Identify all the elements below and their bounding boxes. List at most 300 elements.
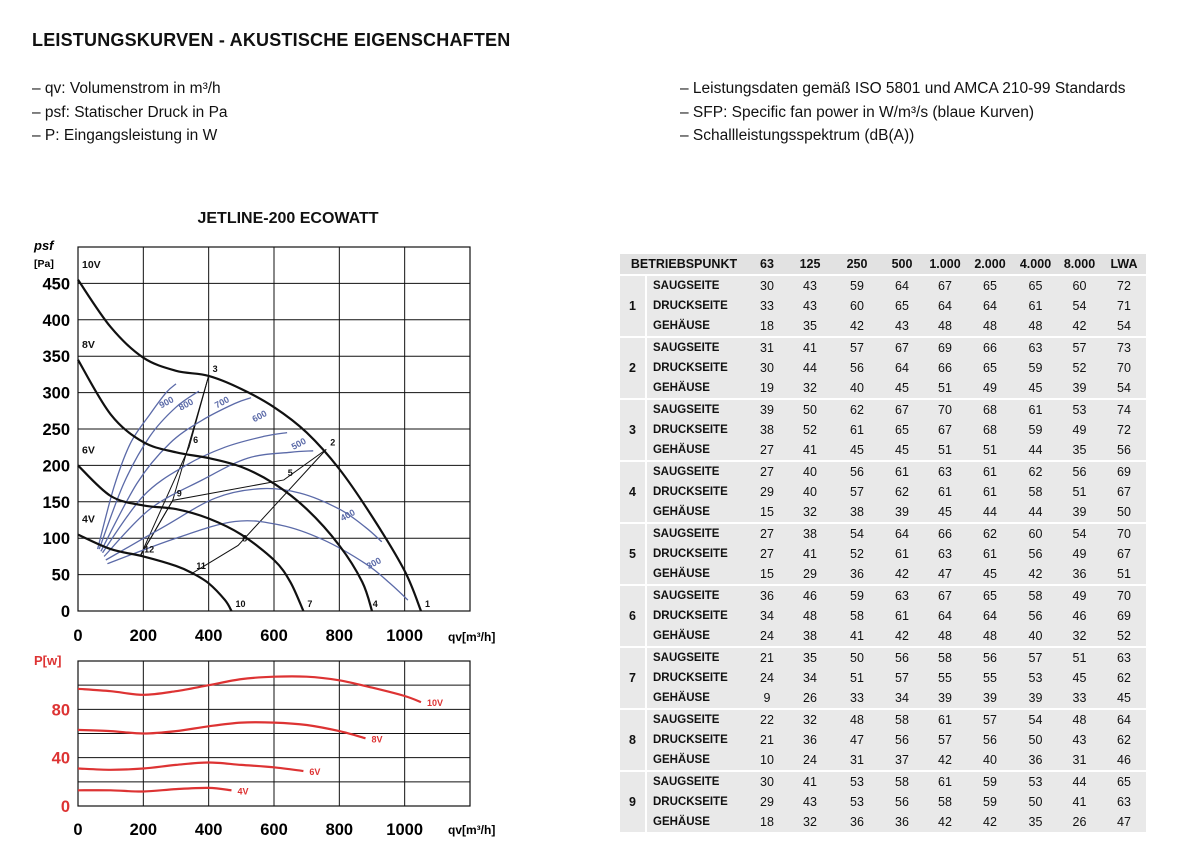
operating-point-6: 6 — [193, 435, 199, 446]
table-row — [620, 482, 1146, 502]
sound-value: 42 — [880, 626, 924, 647]
y-tick-label: 300 — [42, 384, 70, 403]
sound-value: 35 — [786, 647, 834, 668]
sound-value: 45 — [880, 378, 924, 399]
header-band: 4.000 — [1014, 254, 1057, 275]
sound-value: 64 — [880, 358, 924, 378]
sound-value: 63 — [880, 585, 924, 606]
table-row — [620, 730, 1146, 750]
sound-value: 54 — [1102, 316, 1146, 337]
sound-value: 73 — [1102, 337, 1146, 358]
y-tick-label: 0 — [60, 798, 70, 816]
sound-value: 58 — [880, 709, 924, 730]
table-row — [620, 709, 1146, 730]
sound-value: 34 — [880, 688, 924, 709]
sound-value: 32 — [786, 378, 834, 399]
table-row — [620, 750, 1146, 771]
sound-value: 56 — [966, 647, 1014, 668]
sound-value: 58 — [1014, 585, 1057, 606]
sound-value: 41 — [786, 440, 834, 461]
x-tick-label: 0 — [73, 627, 83, 645]
table-row — [620, 378, 1146, 399]
operating-point-3: 3 — [212, 363, 218, 374]
sound-value: 57 — [1057, 337, 1102, 358]
sound-value: 48 — [1014, 316, 1057, 337]
sound-value: 56 — [966, 730, 1014, 750]
sound-value: 60 — [1014, 523, 1057, 544]
sound-value: 51 — [924, 440, 966, 461]
sound-value: 64 — [924, 296, 966, 316]
sound-value: 60 — [1057, 275, 1102, 296]
measurement-side: GEHÄUSE — [646, 812, 748, 832]
sound-value: 51 — [966, 440, 1014, 461]
sound-value: 21 — [748, 730, 786, 750]
sound-value: 69 — [924, 337, 966, 358]
sound-value: 63 — [1102, 647, 1146, 668]
sound-value: 62 — [1102, 668, 1146, 688]
sound-value: 38 — [786, 523, 834, 544]
sound-value: 43 — [1057, 730, 1102, 750]
sound-value: 58 — [834, 606, 880, 626]
sound-value: 52 — [786, 420, 834, 440]
sound-value: 59 — [834, 585, 880, 606]
sound-value: 57 — [924, 730, 966, 750]
sound-value: 61 — [880, 544, 924, 564]
sound-value: 40 — [786, 482, 834, 502]
operating-point-9: 9 — [176, 488, 182, 499]
sfp-label: 700 — [212, 394, 231, 411]
sound-value: 66 — [966, 337, 1014, 358]
measurement-side: SAUGSEITE — [646, 461, 748, 482]
sound-value: 51 — [1102, 564, 1146, 585]
sound-value: 64 — [966, 296, 1014, 316]
table-row — [620, 647, 1146, 668]
header-band: 8.000 — [1057, 254, 1102, 275]
sound-value: 45 — [966, 564, 1014, 585]
measurement-side: DRUCKSEITE — [646, 792, 748, 812]
sound-value: 27 — [748, 544, 786, 564]
sound-value: 43 — [880, 316, 924, 337]
operating-point-12: 12 — [144, 544, 155, 555]
sound-value: 62 — [880, 482, 924, 502]
table-row — [620, 316, 1146, 337]
sound-value: 36 — [786, 730, 834, 750]
operating-point-11: 11 — [196, 561, 206, 572]
sound-value: 45 — [880, 440, 924, 461]
x-tick-label: 0 — [73, 821, 83, 839]
operating-point-2: 2 — [330, 437, 336, 448]
sound-value: 45 — [1014, 378, 1057, 399]
sound-value: 60 — [834, 296, 880, 316]
sound-value: 24 — [748, 626, 786, 647]
y-tick-label: 100 — [42, 530, 70, 549]
sound-value: 65 — [966, 358, 1014, 378]
sound-value: 56 — [1102, 440, 1146, 461]
sound-value: 63 — [924, 461, 966, 482]
sound-value: 32 — [786, 502, 834, 523]
table-row — [620, 771, 1146, 792]
y-tick-label: 0 — [60, 603, 70, 621]
measurement-side: SAUGSEITE — [646, 275, 748, 296]
sound-value: 65 — [966, 275, 1014, 296]
sound-value: 32 — [786, 812, 834, 832]
qv-axis-label-lower: qv[m³/h] — [448, 823, 496, 837]
sound-value: 56 — [834, 461, 880, 482]
x-tick-label: 800 — [325, 627, 354, 645]
sound-value: 39 — [1057, 502, 1102, 523]
sound-value: 55 — [924, 668, 966, 688]
sound-value: 70 — [1102, 523, 1146, 544]
sound-value: 50 — [1102, 502, 1146, 523]
sound-value: 57 — [834, 482, 880, 502]
sound-value: 62 — [1102, 730, 1146, 750]
table-row — [620, 544, 1146, 564]
qv-axis-label-upper: qv[m³/h] — [448, 630, 496, 644]
sound-value: 22 — [748, 709, 786, 730]
sound-value: 51 — [1057, 482, 1102, 502]
sound-value: 34 — [748, 606, 786, 626]
power-curve-6V — [78, 763, 303, 772]
sound-value: 36 — [834, 564, 880, 585]
operating-point-7: 7 — [307, 599, 313, 609]
sound-value: 26 — [786, 688, 834, 709]
sound-value: 51 — [834, 668, 880, 688]
sound-value: 67 — [924, 585, 966, 606]
sound-value: 29 — [748, 482, 786, 502]
sound-value: 53 — [1014, 771, 1057, 792]
table-row — [620, 420, 1146, 440]
sound-value: 61 — [966, 461, 1014, 482]
sound-value: 65 — [880, 296, 924, 316]
sound-value: 27 — [748, 461, 786, 482]
sound-value: 31 — [834, 750, 880, 771]
sound-value: 19 — [748, 378, 786, 399]
pressure-unit-label: [Pa] — [34, 258, 54, 270]
sound-value: 68 — [966, 399, 1014, 420]
operating-point-5: 5 — [287, 467, 293, 478]
measurement-side: GEHÄUSE — [646, 440, 748, 461]
sound-value: 50 — [834, 647, 880, 668]
header-band: 250 — [834, 254, 880, 275]
sound-value: 35 — [786, 316, 834, 337]
x-tick-label: 800 — [325, 821, 354, 839]
x-tick-label: 1000 — [386, 627, 424, 645]
sound-value: 44 — [786, 358, 834, 378]
sound-value: 61 — [834, 420, 880, 440]
sound-value: 72 — [1102, 420, 1146, 440]
measurement-side: DRUCKSEITE — [646, 358, 748, 378]
sound-value: 42 — [924, 812, 966, 832]
sound-value: 39 — [924, 688, 966, 709]
sound-value: 61 — [966, 482, 1014, 502]
power-curve-label: 6V — [309, 766, 321, 777]
sound-value: 64 — [924, 606, 966, 626]
table-row — [620, 688, 1146, 709]
operating-point-number: 3 — [620, 399, 646, 461]
sound-value: 36 — [1014, 750, 1057, 771]
sound-value: 63 — [924, 544, 966, 564]
sound-value: 54 — [1102, 378, 1146, 399]
table-row — [620, 296, 1146, 316]
measurement-side: DRUCKSEITE — [646, 668, 748, 688]
power-curve-label: 8V — [371, 734, 383, 745]
sound-value: 46 — [1102, 750, 1146, 771]
sound-value: 54 — [834, 523, 880, 544]
sound-value: 59 — [966, 792, 1014, 812]
sound-value: 57 — [966, 709, 1014, 730]
sound-value: 57 — [834, 337, 880, 358]
sound-value: 70 — [1102, 585, 1146, 606]
sound-value: 42 — [880, 564, 924, 585]
sound-value: 61 — [966, 544, 1014, 564]
sound-value: 61 — [924, 709, 966, 730]
x-tick-label: 200 — [129, 627, 158, 645]
power-chart — [52, 661, 470, 839]
sound-value: 62 — [966, 523, 1014, 544]
sound-value: 32 — [1057, 626, 1102, 647]
measurement-side: GEHÄUSE — [646, 502, 748, 523]
sound-value: 50 — [786, 399, 834, 420]
sound-value: 66 — [924, 358, 966, 378]
measurement-side: DRUCKSEITE — [646, 606, 748, 626]
sound-value: 58 — [1014, 482, 1057, 502]
sound-value: 54 — [1014, 709, 1057, 730]
sound-value: 33 — [748, 296, 786, 316]
sound-value: 18 — [748, 812, 786, 832]
operating-point-number: 9 — [620, 771, 646, 832]
measurement-side: DRUCKSEITE — [646, 544, 748, 564]
sound-value: 67 — [880, 337, 924, 358]
x-tick-label: 600 — [260, 821, 288, 839]
sound-value: 51 — [924, 378, 966, 399]
sound-value: 33 — [834, 688, 880, 709]
sound-value: 42 — [1014, 564, 1057, 585]
sound-value: 53 — [834, 771, 880, 792]
sound-value: 65 — [1014, 275, 1057, 296]
measurement-side: GEHÄUSE — [646, 378, 748, 399]
sound-value: 70 — [924, 399, 966, 420]
table-row — [620, 502, 1146, 523]
sound-value: 41 — [1057, 792, 1102, 812]
sound-value: 44 — [1014, 440, 1057, 461]
sound-value: 59 — [966, 771, 1014, 792]
sfp-label: 800 — [177, 396, 196, 413]
sound-value: 65 — [880, 420, 924, 440]
sound-value: 53 — [834, 792, 880, 812]
sound-value: 42 — [834, 316, 880, 337]
table-row — [620, 523, 1146, 544]
sound-value: 42 — [1057, 316, 1102, 337]
measurement-side: SAUGSEITE — [646, 585, 748, 606]
sound-value: 56 — [1014, 606, 1057, 626]
pressure-curve-label: 8V — [82, 338, 95, 351]
sound-value: 70 — [1102, 358, 1146, 378]
x-tick-label: 1000 — [386, 821, 424, 839]
sound-value: 58 — [924, 792, 966, 812]
sound-value: 48 — [834, 709, 880, 730]
sound-value: 63 — [1102, 792, 1146, 812]
sound-value: 47 — [924, 564, 966, 585]
y-tick-label: 40 — [51, 749, 70, 768]
y-tick-label: 250 — [42, 421, 70, 439]
y-tick-label: 450 — [42, 275, 70, 294]
sound-value: 49 — [966, 378, 1014, 399]
sound-value: 35 — [1014, 812, 1057, 832]
measurement-side: DRUCKSEITE — [646, 730, 748, 750]
pressure-curve-label: 6V — [82, 444, 95, 457]
table-row — [620, 585, 1146, 606]
sound-value: 65 — [1102, 771, 1146, 792]
header-band: 500 — [880, 254, 924, 275]
sound-value: 59 — [1014, 358, 1057, 378]
sound-value: 39 — [880, 502, 924, 523]
sound-value: 50 — [1014, 792, 1057, 812]
measurement-side: GEHÄUSE — [646, 688, 748, 709]
sound-value: 67 — [880, 399, 924, 420]
measurement-side: DRUCKSEITE — [646, 420, 748, 440]
sound-value: 62 — [834, 399, 880, 420]
sound-value: 39 — [1057, 378, 1102, 399]
table-row — [620, 399, 1146, 420]
sound-value: 49 — [1057, 585, 1102, 606]
sound-value: 39 — [748, 399, 786, 420]
sound-value: 52 — [1057, 358, 1102, 378]
sound-value: 15 — [748, 564, 786, 585]
sound-value: 56 — [1014, 544, 1057, 564]
sound-value: 38 — [786, 626, 834, 647]
sound-value: 18 — [748, 316, 786, 337]
sound-value: 40 — [834, 378, 880, 399]
legend-sfp: – SFP: Specific fan power in W/m³/s (blaue Kurven) — [680, 103, 1035, 121]
sound-table — [620, 254, 1146, 832]
measurement-side: DRUCKSEITE — [646, 296, 748, 316]
sound-value: 63 — [1014, 337, 1057, 358]
sound-value: 36 — [1057, 564, 1102, 585]
sound-value: 42 — [924, 750, 966, 771]
sound-value: 50 — [1014, 730, 1057, 750]
y-tick-label: 80 — [51, 701, 70, 720]
operating-point-1: 1 — [425, 599, 431, 609]
sound-value: 61 — [1014, 296, 1057, 316]
chart-title: JETLINE-200 ECOWATT — [197, 210, 379, 227]
legend-right — [680, 77, 1126, 148]
power-curve-8V — [78, 722, 366, 738]
sound-value: 51 — [1057, 647, 1102, 668]
sound-value: 45 — [1102, 688, 1146, 709]
sound-value: 61 — [924, 771, 966, 792]
sound-value: 54 — [1057, 523, 1102, 544]
x-tick-label: 400 — [194, 821, 223, 839]
sfp-label: 900 — [157, 394, 176, 411]
sound-value: 46 — [1057, 606, 1102, 626]
sound-value: 56 — [834, 358, 880, 378]
header-band: 1.000 — [924, 254, 966, 275]
legend-standards: – Leistungsdaten gemäß ISO 5801 und AMCA 210-99 Standards — [680, 80, 1126, 97]
sound-value: 47 — [834, 730, 880, 750]
sound-value: 42 — [966, 812, 1014, 832]
operating-point-number: 4 — [620, 461, 646, 523]
sound-value: 56 — [880, 792, 924, 812]
table-row — [620, 626, 1146, 647]
header-band: 125 — [786, 254, 834, 275]
measurement-side: GEHÄUSE — [646, 750, 748, 771]
table-header-row — [620, 254, 1146, 275]
sound-value: 58 — [880, 771, 924, 792]
table-row — [620, 564, 1146, 585]
sound-value: 30 — [748, 358, 786, 378]
y-tick-label: 400 — [42, 311, 70, 330]
sound-value: 45 — [1057, 668, 1102, 688]
sound-value: 39 — [966, 688, 1014, 709]
measurement-side: SAUGSEITE — [646, 399, 748, 420]
sound-value: 29 — [748, 792, 786, 812]
sound-value: 55 — [966, 668, 1014, 688]
y-tick-label: 150 — [42, 493, 70, 512]
sound-value: 41 — [786, 771, 834, 792]
sound-value: 41 — [786, 337, 834, 358]
sound-value: 36 — [834, 812, 880, 832]
sound-value: 43 — [786, 275, 834, 296]
sound-value: 40 — [786, 461, 834, 482]
table-row — [620, 440, 1146, 461]
operating-point-8: 8 — [242, 533, 248, 544]
sound-value: 67 — [1102, 544, 1146, 564]
table-row — [620, 461, 1146, 482]
operating-point-4: 4 — [372, 599, 378, 609]
sound-value: 44 — [966, 502, 1014, 523]
sound-value: 56 — [880, 730, 924, 750]
sound-value: 36 — [880, 812, 924, 832]
power-curve-label: 10V — [427, 698, 444, 709]
sound-value: 44 — [1014, 502, 1057, 523]
sound-value: 65 — [966, 585, 1014, 606]
sound-value: 27 — [748, 440, 786, 461]
sound-value: 61 — [1014, 399, 1057, 420]
header-band: 63 — [748, 254, 786, 275]
sound-value: 61 — [880, 606, 924, 626]
sound-value: 69 — [1102, 461, 1146, 482]
measurement-side: SAUGSEITE — [646, 523, 748, 544]
measurement-side: GEHÄUSE — [646, 626, 748, 647]
legend-qv: – qv: Volumenstrom in m³/h — [32, 80, 221, 97]
sound-value: 53 — [1014, 668, 1057, 688]
sound-value: 52 — [1102, 626, 1146, 647]
sound-value: 21 — [748, 647, 786, 668]
sound-value: 40 — [966, 750, 1014, 771]
sound-value: 36 — [748, 585, 786, 606]
legend-psf: – psf: Statischer Druck in Pa — [32, 103, 228, 121]
sound-value: 59 — [1014, 420, 1057, 440]
table-row — [620, 275, 1146, 296]
sound-value: 68 — [966, 420, 1014, 440]
sound-value: 24 — [786, 750, 834, 771]
sound-value: 27 — [748, 523, 786, 544]
table-row — [620, 812, 1146, 832]
sound-value: 48 — [1057, 709, 1102, 730]
sound-value: 29 — [786, 564, 834, 585]
sound-value: 49 — [1057, 420, 1102, 440]
sound-value: 41 — [834, 626, 880, 647]
measurement-side: SAUGSEITE — [646, 771, 748, 792]
sound-value: 67 — [1102, 482, 1146, 502]
x-tick-label: 200 — [129, 821, 158, 839]
sound-value: 58 — [924, 647, 966, 668]
sound-value: 56 — [1057, 461, 1102, 482]
sound-value: 61 — [924, 482, 966, 502]
sound-value: 74 — [1102, 399, 1146, 420]
y-tick-label: 50 — [51, 566, 70, 585]
sound-value: 10 — [748, 750, 786, 771]
